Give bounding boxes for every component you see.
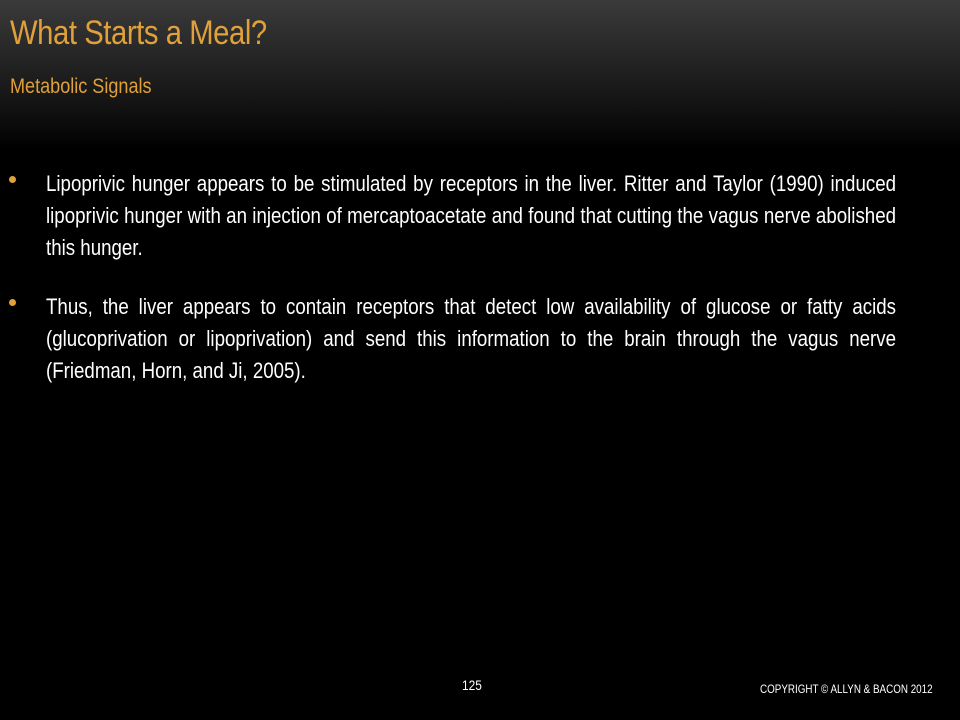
slide-subtitle: Metabolic Signals (10, 75, 152, 98)
bullet-dot-icon (9, 299, 16, 306)
bullet-list (0, 168, 960, 414)
page-number: 125 (462, 677, 482, 693)
bullet-item (0, 291, 960, 387)
bullet-text: Lipoprivic hunger appears to be stimulated by receptors in the liver. Ritter and Taylor (1990) induced lipoprivic hunger with an injection of mercaptoacetate and found that cutting the vagus nerve abolished this hunger. (46, 171, 896, 260)
bullet-text: Thus, the liver appears to contain receptors that detect low availability of glucose or fatty acids (glucoprivation or lipoprivation) and send this information to the brain through the vagus nerve (Friedman, Horn, and Ji, 2005). (46, 294, 896, 383)
bullet-item (0, 168, 960, 264)
slide-title: What Starts a Meal? (10, 14, 267, 52)
bullet-dot-icon (9, 176, 16, 183)
copyright-notice: COPYRIGHT © ALLYN & BACON 2012 (760, 682, 933, 696)
